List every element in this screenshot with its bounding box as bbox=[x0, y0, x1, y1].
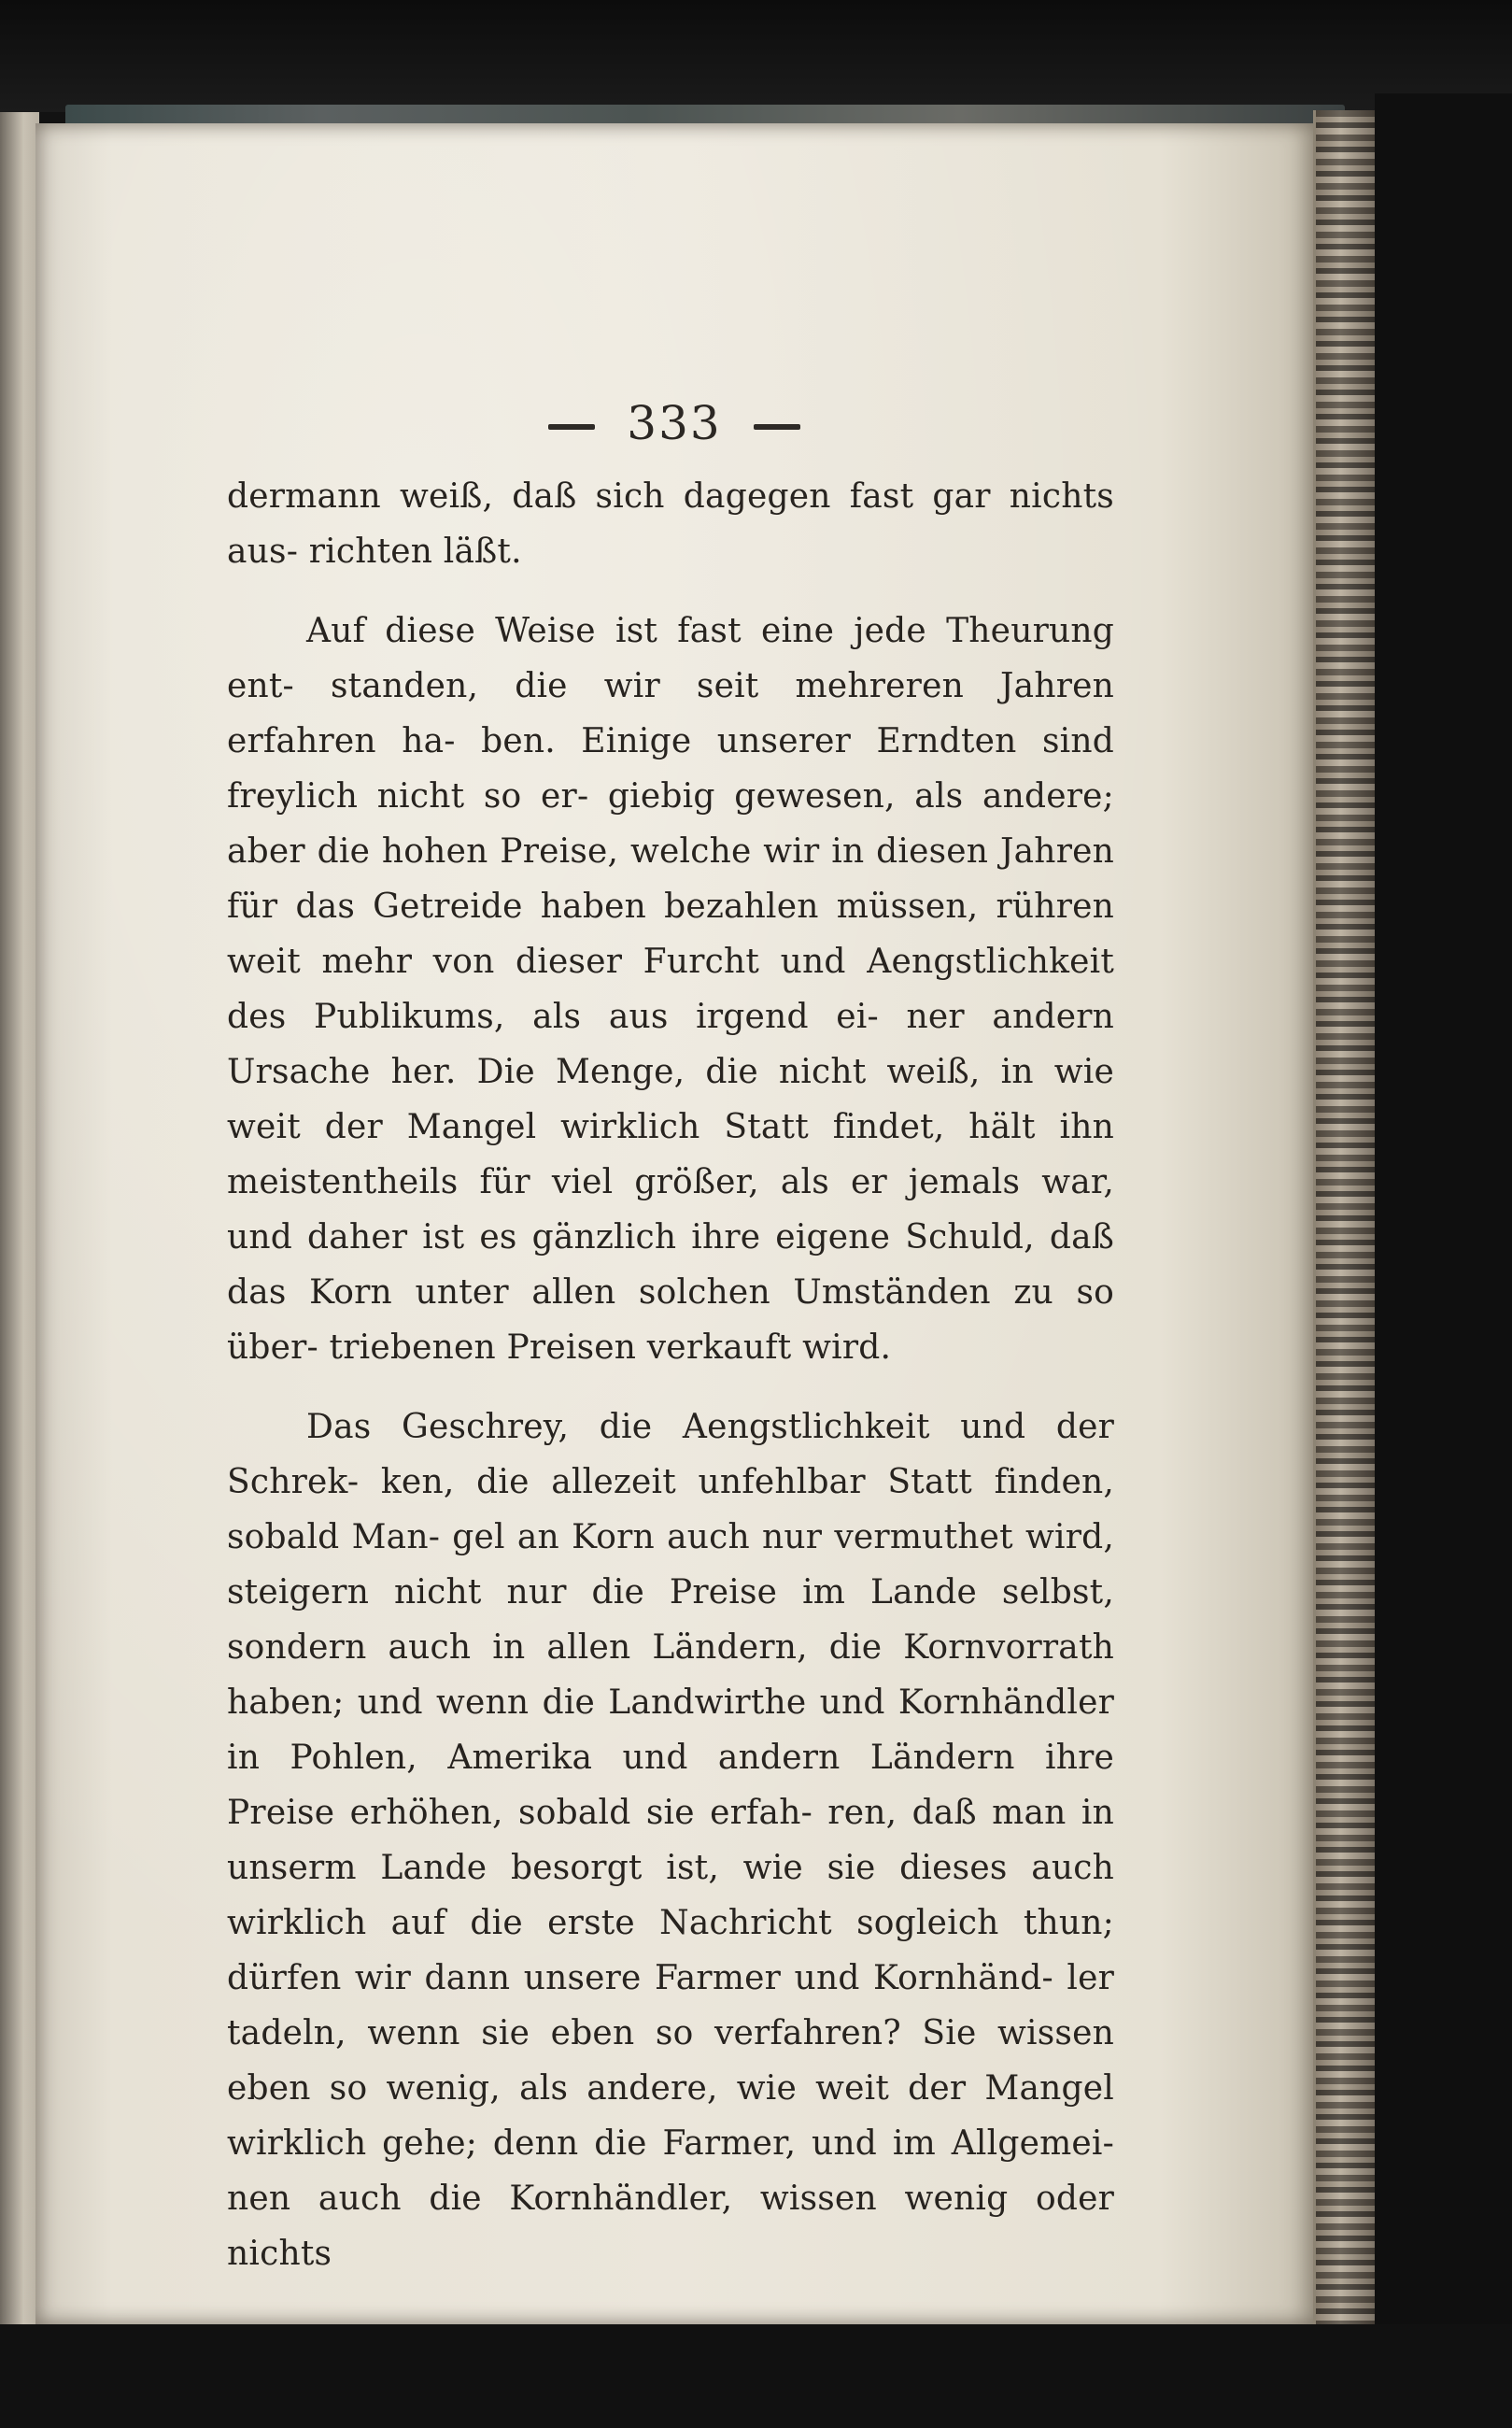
left-page-edge bbox=[0, 112, 39, 2345]
page-number: 333 bbox=[627, 396, 722, 450]
bottom-background bbox=[0, 2324, 1512, 2428]
right-background bbox=[1375, 93, 1512, 2428]
right-book-edge bbox=[1313, 110, 1378, 2334]
page-body-text bbox=[227, 469, 1114, 2281]
page-header bbox=[35, 396, 1313, 450]
book-page bbox=[35, 123, 1313, 2324]
paragraph: Auf diese Weise ist fast eine jede Theurung ent- standen, die wir seit mehreren Jahren erfahren ha- ben. Einige unserer Erndten sind freylich nicht so er- giebig gewesen, als andere; aber die hohen Preise, welche wir in diesen Jahren für das Getreide haben bezahlen müssen, rühren weit mehr von dieser Furcht und Aengstlichkeit des Publikums, als aus irgend ei- ner andern Ursache her. Die Menge, die nicht weiß, in wie weit der Mangel wirklich Statt findet, hält ihn meistentheils für viel größer, als er jemals war, und daher ist es gänzlich ihre eigene Schuld, daß das Korn unter allen solchen Umständen zu so über- triebenen Preisen verkauft wird. bbox=[227, 612, 1114, 1367]
top-background bbox=[0, 0, 1512, 112]
header-dash-left bbox=[548, 424, 595, 430]
header-dash-right bbox=[754, 424, 800, 430]
paragraph-continuation: dermann weiß, daß sich dagegen fast gar nichts aus- richten läßt. bbox=[227, 477, 1114, 571]
paragraph: Das Geschrey, die Aengstlichkeit und der Schrek- ken, die allezeit unfehlbar Statt finden, sobald Man- gel an Korn auch nur vermuthet wird, steigern nicht nur die Preise im Lande selbst, sondern auch in allen Ländern, die Kornvorrath haben; und wenn die Landwirthe und Kornhändler in Pohlen, Amerika und andern Ländern ihre Preise erhöhen, sobald sie erfah- ren, daß man in unserm Lande besorgt ist, wie sie dieses auch wirklich auf die erste Nachricht sogleich thun; dürfen wir dann unsere Farmer und Kornhänd- ler tadeln, wenn sie eben so verfahren? Sie wissen eben so wenig, als andere, wie weit der Mangel wirklich gehe; denn die Farmer, und im Allgemei- nen auch die Kornhändler, wissen wenig oder nichts bbox=[227, 1408, 1114, 2273]
